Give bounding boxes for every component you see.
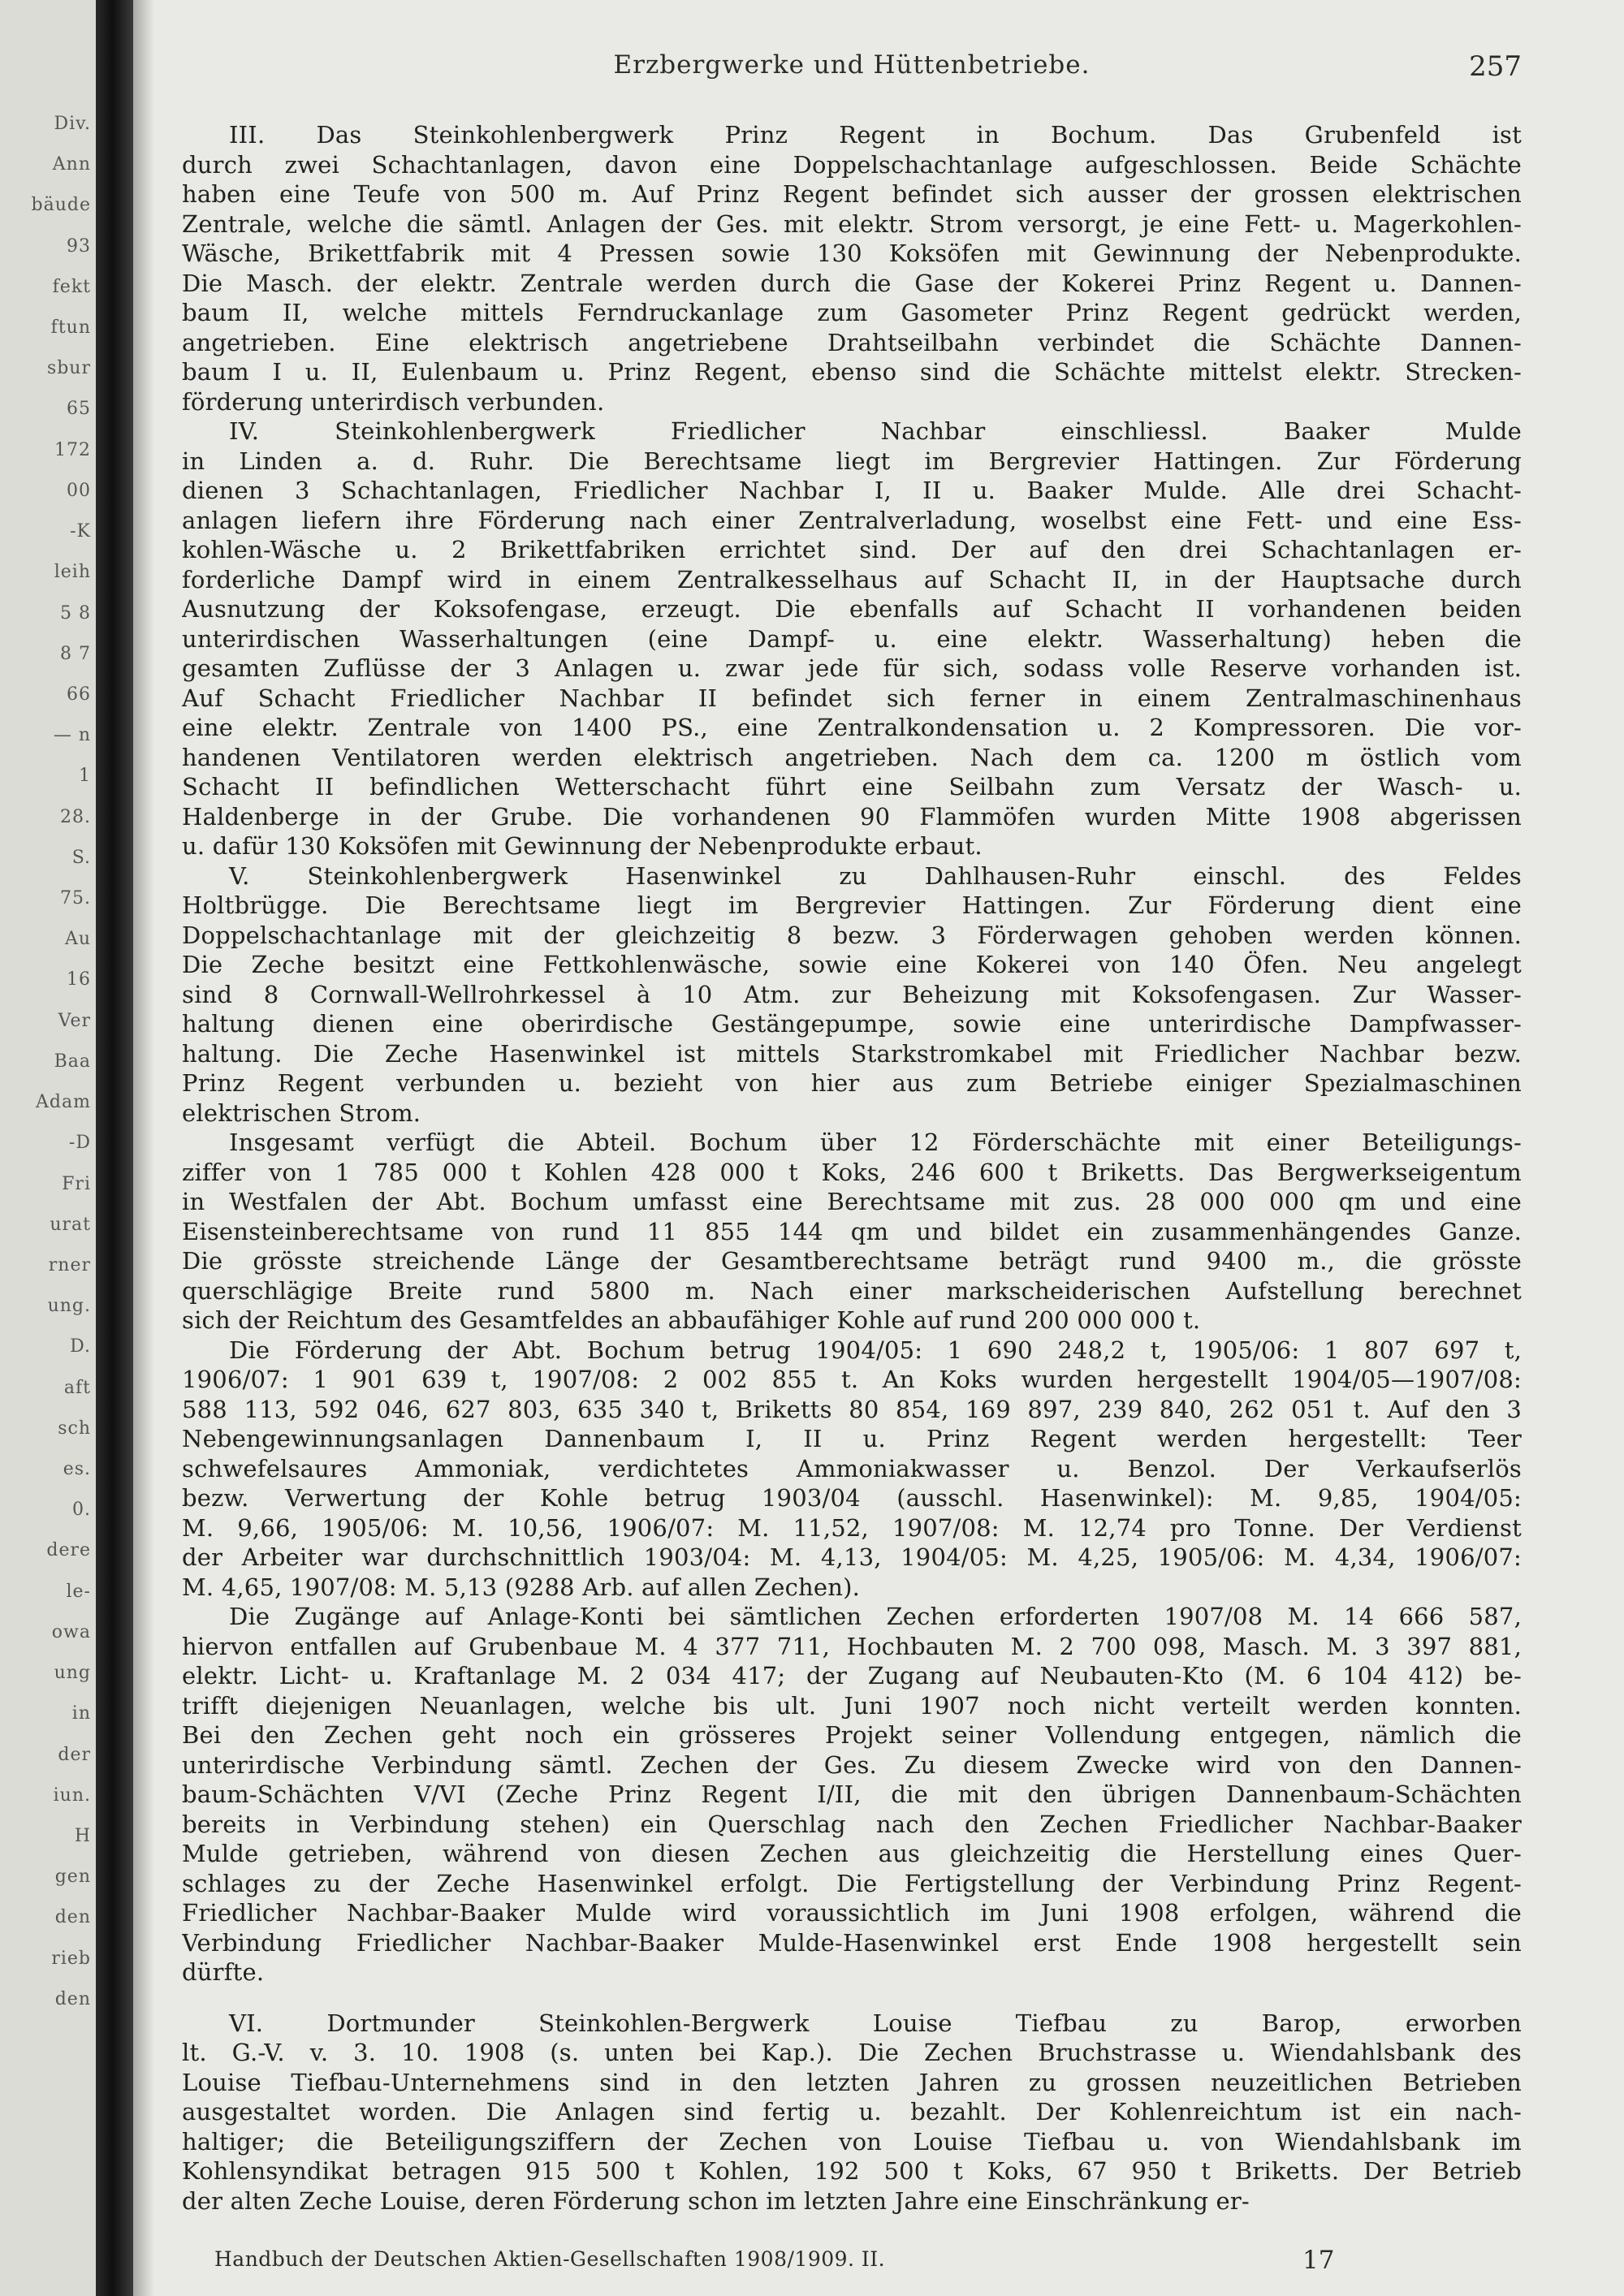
previous-page-text: iun. — [53, 1785, 91, 1806]
text-line: eine elektr. Zentrale von 1400 PS., eine Zentralkondensation u. 2 Kompressoren. Die vor- — [182, 714, 1522, 741]
text-line: der alten Zeche Louise, deren Förderung schon im letzten Jahre eine Einschränkung er- — [182, 2186, 1250, 2215]
previous-page-text: — n — [53, 725, 91, 746]
previous-page-text: aft — [63, 1377, 91, 1398]
previous-page-fragment — [0, 0, 96, 2296]
text-line: Bei den Zechen geht noch ein grösseres Projekt seiner Vollendung entgegen, nämlich die — [182, 1721, 1522, 1749]
text-line: ausgestaltet worden. Die Anlagen sind fertig u. bezahlt. Der Kohlenreichtum ist ein nach- — [182, 2098, 1522, 2126]
previous-page-text: 5 8 — [60, 602, 91, 624]
text-line: in Westfalen der Abt. Bochum umfasst eine Berechtsame mit zus. 28 000 000 qm und eine — [182, 1188, 1522, 1215]
text-line: Haldenberge in der Grube. Die vorhandenen 90 Flammöfen wurden Mitte 1908 abgerissen — [182, 802, 1522, 831]
text-line: schwefelsaures Ammoniak, verdichtetes Ammoniakwasser u. Benzol. Der Verkaufserlös — [182, 1454, 1522, 1482]
previous-page-text: 75. — [60, 888, 91, 909]
text-line: Die Zugänge auf Anlage-Konti bei sämtlichen Zechen erforderten 1907/08 M. 14 666 587, — [229, 1603, 1522, 1630]
paragraph — [182, 416, 1522, 861]
previous-page-text: dere — [46, 1540, 91, 1561]
text-line: Ausnutzung der Koksofengase, erzeugt. Die ebenfalls auf Schacht II vorhandenen beiden — [182, 595, 1522, 623]
text-line: Mulde getrieben, während von diesen Zechen aus gleichzeitig die Herstellung eines Quer- — [182, 1840, 1522, 1867]
previous-page-text: ung. — [47, 1296, 91, 1317]
text-line: elektrischen Strom. — [182, 1098, 421, 1127]
text-line: Schacht II befindlichen Wetterschacht führt eine Seilbahn zum Versatz der Wasch- u. — [182, 773, 1522, 801]
text-line: Die grösste streichende Länge der Gesamtberechtsame beträgt rund 9400 m., die grösste — [182, 1247, 1522, 1275]
page-number: 257 — [1469, 50, 1522, 83]
text-line: unterirdischen Wasserhaltungen (eine Dampf- u. eine elektr. Wasserhaltung) heben die — [182, 624, 1522, 653]
paragraph — [182, 2009, 1522, 2216]
book-gutter — [96, 0, 133, 2296]
previous-page-text: H — [74, 1825, 91, 1846]
text-line: in Linden a. d. Ruhr. Die Berechtsame liegt im Bergrevier Hattingen. Zur Förderung — [182, 447, 1522, 475]
previous-page-text: 93 — [67, 235, 91, 257]
text-line: Auf Schacht Friedlicher Nachbar II befindet sich ferner in einem Zentralmaschinenhaus — [182, 684, 1522, 712]
page-header — [182, 50, 1522, 83]
text-line: hiervon entfallen auf Grubenbaue M. 4 377 711, Hochbauten M. 2 700 098, Masch. M. 3 397 881, — [182, 1632, 1522, 1660]
paragraph — [182, 1336, 1522, 1603]
text-line: angetrieben. Eine elektrisch angetriebene Drahtseilbahn verbindet die Schächte Dannen- — [182, 328, 1522, 356]
text-line: anlagen liefern ihre Förderung nach einer Zentralverladung, woselbst eine Fett- und eine Ess- — [182, 506, 1522, 534]
text-line: 1906/07: 1 901 639 t, 1907/08: 2 002 855 t. An Koks wurden hergestellt 1904/05—1907/08: — [182, 1366, 1522, 1393]
text-line: haltung. Die Zeche Hasenwinkel ist mittels Starkstromkabel mit Friedlicher Nachbar bezw. — [182, 1039, 1522, 1068]
previous-page-text: S. — [71, 847, 91, 868]
text-line: haltung dienen eine oberirdische Gestängepumpe, sowie eine unterirdische Dampfwasser- — [182, 1010, 1522, 1038]
text-line: IV. Steinkohlenbergwerk Friedlicher Nachbar einschliessl. Baaker Mulde — [229, 417, 1522, 445]
previous-page-text: Div. — [54, 114, 91, 134]
previous-page-text: Baa — [54, 1051, 91, 1072]
text-line: dienen 3 Schachtanlagen, Friedlicher Nachbar I, II u. Baaker Mulde. Alle drei Schacht- — [182, 477, 1522, 504]
previous-page-text: owa — [51, 1621, 91, 1642]
previous-page-text: den — [54, 1988, 91, 2009]
signature-mark: 17 — [1302, 2246, 1335, 2275]
previous-page-text: ung — [54, 1663, 91, 1684]
text-line: Zentrale, welche die sämtl. Anlagen der Ges. mit elektr. Strom versorgt, je eine Fett- u. Magerkohlen- — [182, 209, 1522, 238]
text-line: haben eine Teufe von 500 m. Auf Prinz Regent befindet sich ausser der grossen elektrischen — [182, 180, 1522, 208]
previous-page-text: -D — [68, 1133, 91, 1154]
text-line: III. Das Steinkohlenbergwerk Prinz Regent in Bochum. Das Grubenfeld ist — [229, 121, 1522, 149]
text-line: sind 8 Cornwall-Wellrohrkessel à 10 Atm. zur Beheizung mit Koksofengasen. Zur Wasser- — [182, 980, 1522, 1008]
previous-page-text: fekt — [52, 276, 91, 297]
text-line: kohlen-Wäsche u. 2 Brikettfabriken errichtet sind. Der auf den drei Schachtanlagen er- — [182, 536, 1522, 563]
previous-page-text: Ver — [58, 1010, 91, 1031]
text-line: Friedlicher Nachbar-Baaker Mulde wird voraussichtlich im Juni 1908 erfolgen, während die — [182, 1899, 1522, 1927]
text-line: Nebengewinnungsanlagen Dannenbaum I, II u. Prinz Regent werden hergestellt: Teer — [182, 1425, 1522, 1452]
text-line: Prinz Regent verbunden u. bezieht von hier aus zum Betriebe einiger Spezialmaschinen — [182, 1069, 1522, 1097]
text-line: Louise Tiefbau-Unternehmens sind in den letzten Jahren zu grossen neuzeitlichen Betrieben — [182, 2068, 1522, 2096]
text-line: trifft diejenigen Neuanlagen, welche bis ult. Juni 1907 noch nicht verteilt werden konnten. — [182, 1691, 1522, 1720]
previous-page-text: D. — [70, 1336, 91, 1357]
text-line: V. Steinkohlenbergwerk Hasenwinkel zu Dahlhausen-Ruhr einschl. des Feldes — [229, 861, 1522, 890]
running-head: Erzbergwerke und Hüttenbetriebe. — [613, 50, 1091, 80]
text-line: 588 113, 592 046, 627 803, 635 340 t, Briketts 80 854, 169 897, 239 840, 262 051 t. Auf den 3 — [182, 1395, 1522, 1423]
previous-page-text: 0. — [72, 1500, 91, 1521]
previous-page-text: bäude — [31, 195, 91, 216]
previous-page-text: 1 — [79, 766, 91, 787]
previous-page-text: le- — [66, 1581, 91, 1602]
previous-page-text: Adam — [36, 1092, 91, 1113]
text-line: baum II, welche mittels Ferndruckanlage zum Gasometer Prinz Regent gedrückt werden, — [182, 299, 1522, 326]
text-line: handenen Ventilatoren werden elektrisch angetrieben. Nach dem ca. 1200 m östlich vom — [182, 743, 1522, 771]
text-line: VI. Dortmunder Steinkohlen-Bergwerk Louise Tiefbau zu Barop, erworben — [229, 2009, 1522, 2037]
previous-page-text: der — [58, 1744, 91, 1765]
previous-page-text: rner — [48, 1254, 91, 1275]
text-line: Holtbrügge. Die Berechtsame liegt im Bergrevier Hattingen. Zur Förderung dient eine — [182, 891, 1522, 919]
text-line: Wäsche, Brikettfabrik mit 4 Pressen sowie 130 Koksöfen mit Gewinnung der Nebenprodukte. — [182, 240, 1522, 267]
text-line: Kohlensyndikat betragen 915 500 t Kohlen, 192 500 t Koks, 67 950 t Briketts. Der Betrieb — [182, 2157, 1522, 2185]
text-line: Insgesamt verfügt die Abteil. Bochum über 12 Förderschächte mit einer Beteiligungs- — [229, 1129, 1522, 1156]
gutter-shadow — [133, 0, 154, 2296]
previous-page-text: in — [71, 1703, 91, 1724]
text-line: der Arbeiter war durchschnittlich 1903/04: M. 4,13, 1904/05: M. 4,25, 1905/06: M. 4,34, 1906/07: — [182, 1543, 1522, 1571]
previous-page-text: sch — [58, 1418, 91, 1439]
previous-page-text: urat — [50, 1214, 91, 1235]
page-footer — [214, 2247, 1514, 2277]
body-text — [182, 120, 1522, 2216]
footer-text: Handbuch der Deutschen Aktien-Gesellschaften 1908/1909. II. — [214, 2247, 886, 2271]
previous-page-text: Fri — [62, 1173, 91, 1194]
previous-page-text: Au — [64, 929, 91, 950]
text-line: u. dafür 130 Koksöfen mit Gewinnung der Nebenprodukte erbaut. — [182, 832, 983, 860]
text-line: Eisensteinberechtsame von rund 11 855 144 qm und bildet ein zusammenhängendes Ganze. — [182, 1217, 1522, 1245]
previous-page-text: -K — [70, 521, 91, 542]
text-line: Die Förderung der Abt. Bochum betrug 1904/05: 1 690 248,2 t, 1905/06: 1 807 697 t, — [229, 1336, 1522, 1364]
text-line: bereits in Verbindung stehen) ein Querschlag nach den Zechen Friedlicher Nachbar-Baaker — [182, 1810, 1522, 1838]
text-line: dürfte. — [182, 1958, 265, 1986]
previous-page-text: Ann — [52, 154, 91, 175]
book-page — [133, 0, 1624, 2296]
paragraph — [182, 120, 1522, 416]
text-line: bezw. Verwertung der Kohle betrug 1903/04 (ausschl. Hasenwinkel): M. 9,85, 1904/05: — [182, 1484, 1522, 1512]
text-line: querschlägige Breite rund 5800 m. Nach einer markscheiderischen Aufstellung berechnet — [182, 1276, 1522, 1305]
previous-page-text: es. — [63, 1459, 91, 1480]
text-line: ziffer von 1 785 000 t Kohlen 428 000 t Koks, 246 600 t Briketts. Das Bergwerkseigentum — [182, 1158, 1522, 1186]
previous-page-text: 66 — [67, 684, 91, 705]
text-line: sich der Reichtum des Gesamtfeldes an abbaufähiger Kohle auf rund 200 000 000 t. — [182, 1306, 1201, 1334]
text-line: unterirdische Verbindung sämtl. Zechen der Ges. Zu diesem Zwecke wird von den Dannen- — [182, 1750, 1522, 1779]
text-line: schlages zu der Zeche Hasenwinkel erfolgt. Die Fertigstellung der Verbindung Prinz Regent- — [182, 1869, 1522, 1897]
previous-page-text: ftun — [50, 317, 91, 339]
previous-page-text: rieb — [51, 1948, 91, 1969]
text-line: M. 4,65, 1907/08: M. 5,13 (9288 Arb. auf allen Zechen). — [182, 1573, 861, 1601]
previous-page-text: 172 — [54, 439, 91, 460]
text-line: Die Masch. der elektr. Zentrale werden durch die Gase der Kokerei Prinz Regent u. Dannen- — [182, 269, 1522, 297]
previous-page-text: leih — [54, 562, 91, 583]
paragraph — [182, 1602, 1522, 1987]
text-line: Die Zeche besitzt eine Fettkohlenwäsche, sowie eine Kokerei von 140 Öfen. Neu angelegt — [182, 951, 1522, 978]
text-line: elektr. Licht- u. Kraftanlage M. 2 034 417; der Zugang auf Neubauten-Kto (M. 6 104 412) be- — [182, 1662, 1522, 1690]
text-line: forderliche Dampf wird in einem Zentralkesselhaus auf Schacht II, in der Hauptsache durch — [182, 565, 1522, 593]
previous-page-text: den — [54, 1907, 91, 1928]
text-line: lt. G.-V. v. 3. 10. 1908 (s. unten bei Kap.). Die Zechen Bruchstrasse u. Wiendahlsbank des — [182, 2039, 1522, 2066]
text-line: Doppelschachtanlage mit der gleichzeitig 8 bezw. 3 Förderwagen gehoben werden können. — [182, 921, 1522, 949]
previous-page-text: gen — [54, 1867, 91, 1888]
previous-page-text: 00 — [67, 480, 91, 501]
text-line: M. 9,66, 1905/06: M. 10,56, 1906/07: M. 11,52, 1907/08: M. 12,74 pro Tonne. Der Verdienst — [182, 1513, 1522, 1542]
previous-page-text: sbur — [46, 358, 91, 379]
text-line: Verbindung Friedlicher Nachbar-Baaker Mulde-Hasenwinkel erst Ende 1908 hergestellt sein — [182, 1928, 1522, 1957]
paragraph — [182, 1128, 1522, 1336]
text-line: durch zwei Schachtanlagen, davon eine Doppelschachtanlage aufgeschlossen. Beide Schächte — [182, 150, 1522, 179]
text-line: gesamten Zuflüsse der 3 Anlagen u. zwar jede für sich, sodass volle Reserve vorhanden ist. — [182, 654, 1522, 682]
previous-page-text: 8 7 — [60, 643, 91, 664]
text-line: baum I u. II, Eulenbaum u. Prinz Regent, ebenso sind die Schächte mittelst elektr. Strecken- — [182, 358, 1522, 386]
previous-page-text: 65 — [67, 399, 91, 420]
text-line: haltiger; die Beteiligungsziffern der Zechen von Louise Tiefbau u. von Wiendahlsbank im — [182, 2127, 1522, 2156]
text-line: baum-Schächten V/VI (Zeche Prinz Regent I/II, die mit den übrigen Dannenbaum-Schächten — [182, 1780, 1522, 1808]
paragraph — [182, 861, 1522, 1129]
previous-page-text: 16 — [67, 969, 91, 990]
text-line: förderung unterirdisch verbunden. — [182, 387, 605, 416]
previous-page-text: 28. — [60, 806, 91, 827]
